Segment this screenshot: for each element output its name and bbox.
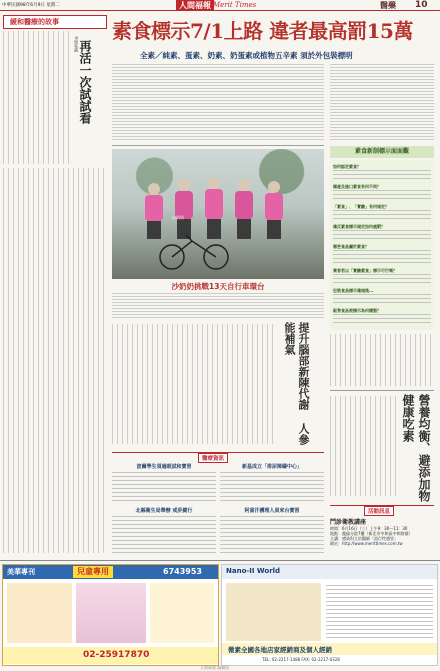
photo-caption-title [112,281,324,291]
section-name: 醫藥 [380,0,396,10]
story-2-body [112,324,277,444]
left-tag [3,15,107,29]
qa-q5: 哪些食品屬於素食？ [333,244,369,249]
medical-news-tag [112,452,324,462]
rider-5 [265,181,283,239]
ads-rule [0,560,440,561]
news-item-1-body [112,472,216,502]
sidebar-qa-box [330,160,434,330]
masthead-rule [0,10,440,11]
medical-news-tag-text: 醫療資訊 [198,453,228,463]
ad2-product-image [226,583,321,641]
sidebar-qa-title [330,146,434,158]
ad2-headline: 微素全國各地店家經銷商及個人經銷 [228,646,332,654]
left-author: ◎周希誠 [74,35,79,52]
qa-a2 [333,190,431,201]
qa-q1: 如何認定素食？ [333,164,361,169]
sidebar-qa-title-text: 素食新制標示面面觀 [354,148,409,155]
news-item-2-body [220,472,324,502]
story-2-headline-text: 提升腦部新陳代謝 人參能補氣 [283,322,310,445]
qa-q2: 國產及進口素食有何不同？ [333,184,381,189]
activities-title: 鬥診衛教講座 [330,519,367,526]
ad1-title: 美華專刊 [7,568,35,576]
activities-tag-text: 活動訊息 [364,506,394,516]
footer [0,665,440,671]
qa-a5 [333,250,431,265]
ad2-description [326,585,433,639]
right-body-top [330,64,434,142]
lead-subhead [140,50,410,60]
right-body-lower [330,396,396,496]
ad1-sub: 兒童專用 [73,566,113,578]
activity-row-4: 網站：http://www.merittimes.com.tw [330,541,403,546]
rider-4 [235,179,253,239]
rider-2 [175,179,193,239]
cyclists-photo [112,149,324,279]
qa-a7 [333,294,431,305]
ad1-header [3,565,218,579]
paper-name: 人間福報 [176,0,214,10]
story-2-headline [282,322,326,452]
news-item-4-title: 阿富汗護理人員來台實習 [244,508,300,514]
qa-q6: 業者若以「實驗素食」標示可行嗎？ [333,268,397,273]
lead-headline [112,14,434,48]
bicycle [160,235,228,269]
date-line: 中華民國98年6月9日 星期二 [2,3,60,8]
ad1-phone-2: 02-25917870 [83,650,150,660]
left-tag-text: 緩和醫療的故事 [10,18,59,26]
lead-subhead-text: 全素／純素、蛋素、奶素、奶蛋素或植物五辛素 須於外包裝標明 [140,51,353,60]
masthead-bar [0,0,440,10]
story-3-headline [400,394,436,502]
rider-1 [145,183,163,239]
photo-caption-body [112,293,324,319]
lead-headline-text: 素食標示7/1上路 違者最高罰15萬 [112,19,413,43]
ad1-phone: 6743953 [163,567,202,576]
left-story-title [78,40,104,160]
ad-pharmacy [2,564,219,666]
footer-text: 人間福報 醫藥版 [200,665,230,670]
lead-body [112,64,324,142]
news-item-2-title: 新基成立「排尿障礙中心」 [241,464,302,470]
divider [330,390,434,391]
news-item-4-body [220,516,324,554]
news-item-3-title: 北縣衛生局舉辦 戒菸健行 [135,508,193,514]
divider [112,145,324,146]
left-story-text-upper [3,31,73,164]
qa-q4: 違反素食標示規定如何處罰？ [333,224,385,229]
activities-box [330,517,434,557]
medical-news-left [112,464,216,554]
activities-tag [330,505,434,515]
ad1-product-left [7,583,72,643]
ad2-header [222,565,437,579]
riders-figure [112,149,324,279]
news-item-1-title: 波爾學生須過眼試和實習 [136,464,192,470]
paper-name-en: Merit Times [213,1,257,9]
ad1-footer [3,647,218,664]
rider-3 [205,177,223,239]
medical-news-right [220,464,324,554]
ad-nano [221,564,438,666]
ad2-company: Nano-II World [226,567,281,575]
photo-caption-title-text: 沙奶奶挑戰13天自行車環台 [171,282,265,291]
ad1-product-center [76,583,146,643]
left-story-text-lower [3,168,105,553]
qa-q7: 包裝食品標示違規後… [333,288,373,293]
ad1-product-right [150,583,214,643]
qa-a6 [333,274,431,285]
page-number: 10 [415,0,428,10]
qa-q3: 「素食」、「實驗」有何規定？ [333,204,389,209]
activity-row-2: 地點：龍倫分院7樓（新北市中和區中和路號） [330,531,413,536]
qa-a8 [333,314,431,326]
qa-a1 [333,170,431,181]
activity-row-3: 主講：感染科主治醫師「流行性感冒」 [330,536,398,541]
qa-a4 [333,230,431,241]
right-body-mid [330,334,434,386]
ad2-tel: TEL: 02-2217-1488 FAX: 02-2217-0328 [262,657,340,662]
qa-q8: 販售食品被標示為何樣態？ [333,308,381,313]
news-item-3-body [112,516,216,554]
left-title-text: 再活一次試試看 [78,40,92,124]
jersey-text: 沙奶奶 [172,215,184,220]
qa-a3 [333,210,431,221]
story-3-headline-text: 營養均衡、避添加物 健康吃素 [401,394,431,502]
ad2-headline-bar [222,643,437,655]
activity-row-1: 時間：6月16日（三）上午9：30～11：30 [330,526,408,531]
